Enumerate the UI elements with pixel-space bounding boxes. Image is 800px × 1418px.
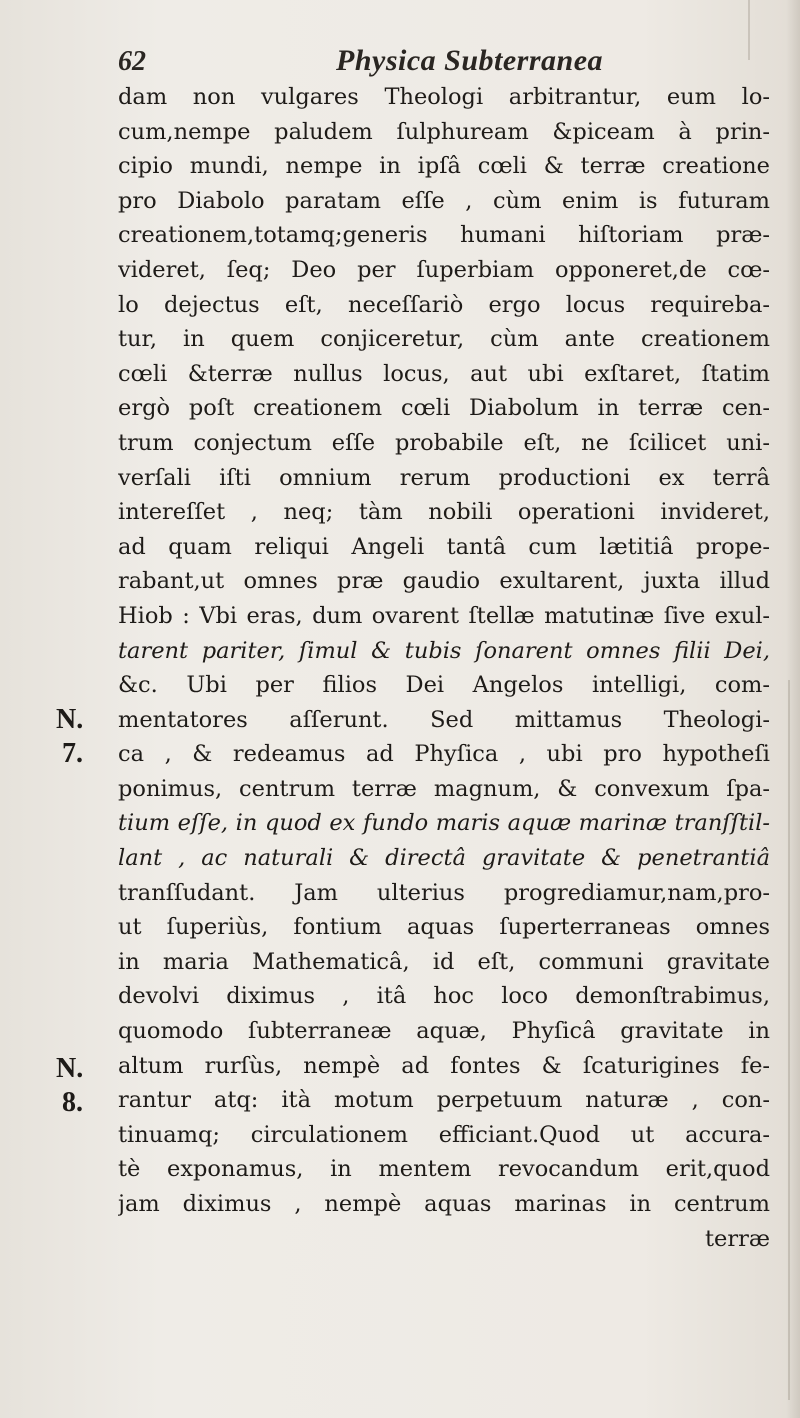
text-line: altum rurſùs, nempè ad fontes & ſcaturigines fe-	[118, 1052, 770, 1079]
text-line: mentatores aſſerunt. Sed mittamus Theologi-	[118, 706, 770, 733]
running-title: Physica Subterranea	[336, 44, 604, 77]
marginal-note-n7	[56, 703, 83, 771]
text-line: cum,nempe paludem ſulphuream &piceam à prin-	[118, 118, 770, 145]
text-line: ut ſuperiùs, fontium aquas ſuperterraneas omnes	[118, 914, 770, 941]
text-line: jam diximus , nempè aquas marinas in centrum	[118, 1191, 770, 1217]
text-line: cœli &terræ nullus locus, aut ubi exſtaret, ſtatim	[118, 360, 770, 387]
text-line: tur, in quem conjiceretur, cùm ante creationem	[118, 326, 770, 353]
text-line: &c. Ubi per filios Dei Angelos intelligi, com-	[118, 672, 770, 699]
text-line-quote: Hiob : Vbi eras, dum ovarent ſtellæ matutinæ ſive exul-	[118, 602, 770, 629]
paper-mark	[748, 0, 750, 60]
text-line: dam non vulgares Theologi arbitrantur, eum lo-	[118, 84, 770, 110]
paper-mark	[788, 680, 790, 1400]
text-line-quote: tarent pariter, ſimul & tubis ſonarent omnes filii Dei,	[118, 637, 770, 664]
text-line: intereſſet , neq; tàm nobili operationi invideret,	[118, 499, 770, 526]
text-line: rantur atq: ità motum perpetuum naturæ , con-	[118, 1087, 770, 1114]
text-line: ergò poſt creationem cœli Diabolum in terræ cen-	[118, 395, 770, 422]
text-line: tranſſudant. Jam ulterius progrediamur,nam,pro-	[118, 879, 770, 906]
marginal-note-label: N.	[56, 1053, 84, 1084]
text-line-emphasis: lant , ac naturali & directâ gravitate & penetrantiâ	[118, 845, 770, 872]
text-line: trum conjectum eſſe probabile eſt, ne ſcilicet uni-	[118, 429, 770, 456]
text-line: ad quam reliqui Angeli tantâ cum lætitiâ prope-	[118, 533, 770, 560]
text-line: verſali iſti omnium rerum productioni ex terrâ	[118, 464, 770, 491]
text-line: lo dejectus eſt, neceſſariò ergo locus requireba-	[118, 291, 770, 318]
text-line-emphasis: tium eſſe, in quod ex fundo maris aquæ marinæ tranſſtil-	[118, 810, 770, 837]
text-line: tinuamq; circulationem efficiant.Quod ut accura-	[118, 1121, 770, 1148]
text-line: rabant,ut omnes præ gaudio exultarent, juxta illud	[118, 568, 770, 595]
text-line: videret, ſeq; Deo per ſuperbiam opponeret,de cœ-	[118, 256, 770, 283]
page-number: 62	[118, 46, 146, 77]
text-line: pro Diabolo paratam eſſe , cùm enim is futuram	[118, 187, 770, 214]
text-line: ponimus, centrum terræ magnum, & convexum ſpa-	[118, 775, 770, 802]
catchword: terræ	[704, 1225, 770, 1252]
body-text	[118, 80, 770, 1256]
page-header	[118, 40, 678, 84]
marginal-note-number: 7.	[62, 738, 83, 769]
text-line: tè exponamus, in mentem revocandum erit,quod	[118, 1156, 770, 1183]
text-line: devolvi diximus , itâ hoc loco demonſtrabimus,	[118, 983, 770, 1010]
marginal-note-label: N.	[56, 704, 84, 735]
marginal-note-number: 8.	[62, 1087, 83, 1118]
text-line: quomodo ſubterraneæ aquæ, Phyſicâ gravitate in	[118, 1018, 770, 1045]
text-line: creationem,totamq;generis humani hiſtoriam præ-	[118, 222, 770, 249]
text-line: in maria Mathematicâ, id eſt, communi gravitate	[118, 948, 770, 975]
text-line: cipio mundi, nempe in ipſâ cœli & terræ creatione	[118, 153, 770, 180]
marginal-note-n8	[56, 1052, 83, 1120]
text-line: ca , & redeamus ad Phyſica , ubi pro hypotheſi	[118, 741, 770, 768]
